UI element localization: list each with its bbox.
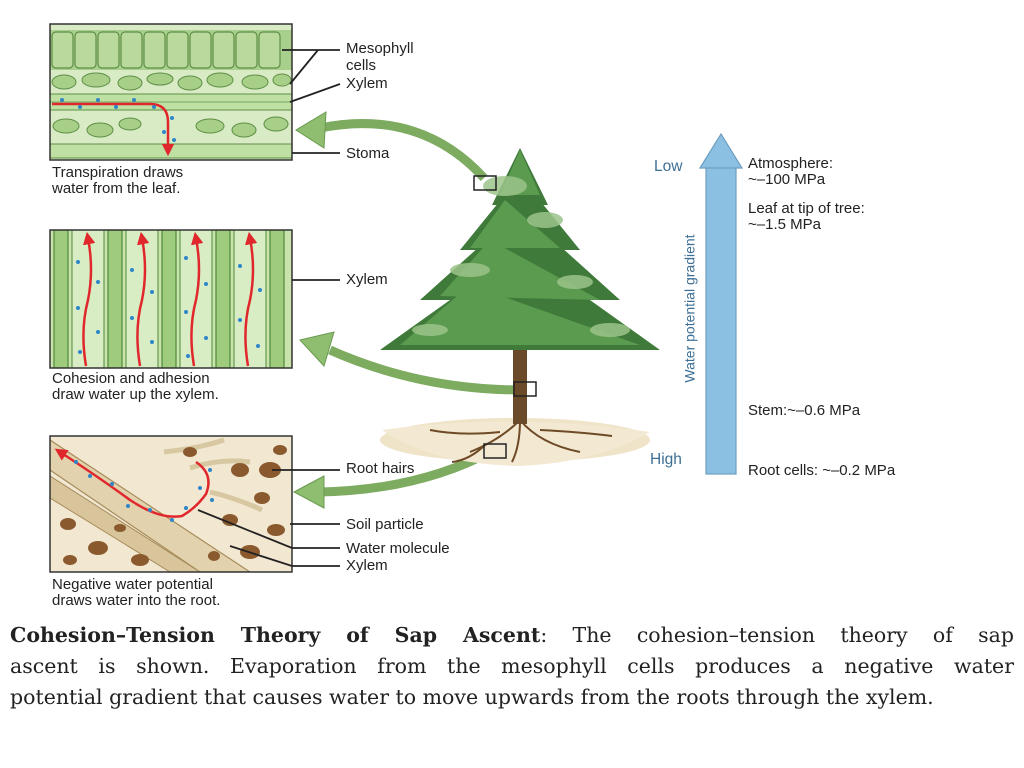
xylem-root-label: Xylem bbox=[346, 557, 388, 574]
water-potential-gradient-arrow bbox=[700, 134, 742, 474]
leaf-caption-line1: Transpiration draws bbox=[52, 164, 184, 181]
stem-xylem-panel bbox=[50, 230, 292, 368]
stem-caption-line1: Cohesion and adhesion bbox=[52, 370, 210, 387]
gradient-axis-label: Water potential gradient bbox=[681, 234, 698, 383]
atmosphere-label: Atmosphere: bbox=[748, 155, 834, 172]
root-caption-line1: Negative water potential bbox=[52, 576, 213, 593]
root-cells-potential-label: Root cells: ~–0.2 MPa bbox=[748, 462, 896, 479]
gradient-high-label: High bbox=[650, 451, 682, 468]
stoma-label: Stoma bbox=[346, 145, 390, 162]
caption-line-2: ascent is shown. Evaporation from the mesophyll cells produces a negative water bbox=[10, 654, 1014, 678]
figure-caption bbox=[10, 620, 1014, 713]
caption-line-3: potential gradient that causes water to move upwards from the roots through the xylem. bbox=[10, 685, 934, 709]
xylem-stem-label: Xylem bbox=[346, 271, 388, 288]
xylem-leaf-label: Xylem bbox=[346, 75, 388, 92]
caption-line-1 bbox=[10, 620, 1014, 651]
caption-title: Cohesion–Tension Theory of Sap Ascent bbox=[10, 623, 541, 647]
root-caption-line2: draws water into the root. bbox=[52, 592, 221, 609]
stem-potential-label: Stem:~–0.6 MPa bbox=[748, 402, 861, 419]
root-hairs-label: Root hairs bbox=[346, 460, 415, 477]
mesophyll-label: Mesophyll bbox=[346, 40, 414, 57]
water-molecule-label: Water molecule bbox=[346, 540, 450, 557]
atmosphere-value: ~–100 MPa bbox=[748, 171, 826, 188]
gradient-low-label: Low bbox=[654, 158, 683, 175]
caption-line1-text: : The cohesion–tension theory of sap bbox=[540, 623, 1014, 647]
root-soil-panel bbox=[50, 436, 292, 572]
leaf-tip-label: Leaf at tip of tree: bbox=[748, 200, 865, 217]
soil-particle-label: Soil particle bbox=[346, 516, 424, 533]
stem-caption-line2: draw water up the xylem. bbox=[52, 386, 219, 403]
tree-illustration bbox=[380, 148, 660, 466]
leaf-tip-value: ~–1.5 MPa bbox=[748, 216, 821, 233]
leaf-cross-section-panel bbox=[50, 24, 292, 160]
leaf-caption-line2: water from the leaf. bbox=[52, 180, 181, 197]
mesophyll-label-line2: cells bbox=[346, 57, 377, 74]
